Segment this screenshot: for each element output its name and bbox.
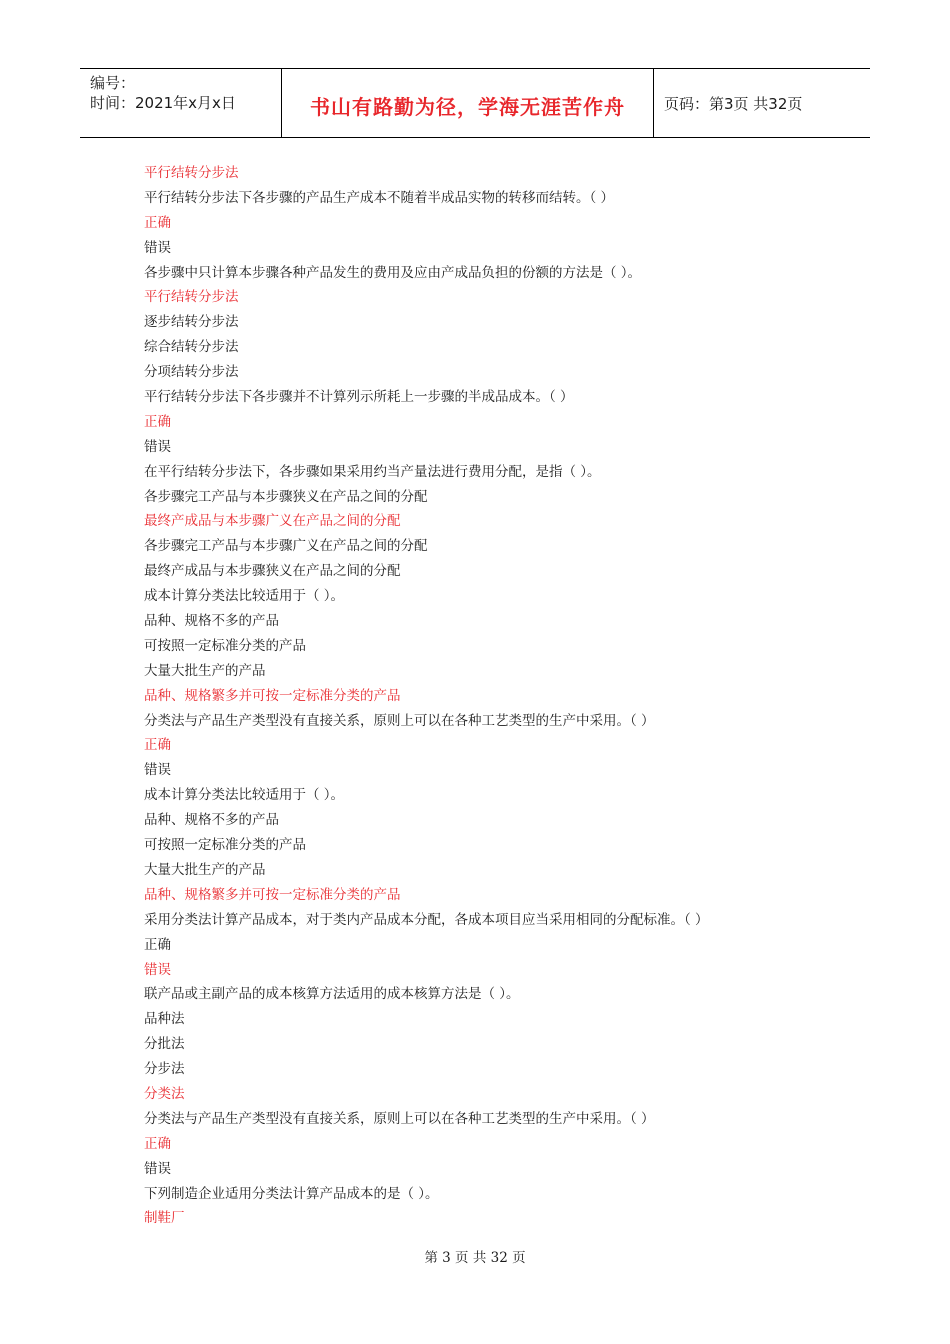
question-line: 品种、规格不多的产品 xyxy=(144,812,279,829)
footer-page-number: 第 3 页 共 32 页 xyxy=(424,1250,526,1266)
question-list xyxy=(144,161,844,1231)
question-line: 分项结转分步法 xyxy=(144,364,239,381)
question-line: 大量大批生产的产品 xyxy=(144,861,266,878)
answer-line: 分类法 xyxy=(144,1085,185,1102)
question-line: 各步骤中只计算本步骤各种产品发生的费用及应由产成品负担的份额的方法是（ ）。 xyxy=(144,264,642,281)
question-line: 错误 xyxy=(144,239,171,256)
question-line: 平行结转分步法下各步骤的产品生产成本不随着半成品实物的转移而结转。（ ） xyxy=(144,189,615,206)
answer-line: 制鞋厂 xyxy=(144,1210,185,1227)
question-line: 错误 xyxy=(144,1160,171,1177)
question-line: 分批法 xyxy=(144,1036,185,1053)
question-line: 错误 xyxy=(144,438,171,455)
question-line: 各步骤完工产品与本步骤狭义在产品之间的分配 xyxy=(144,488,428,505)
question-line: 采用分类法计算产品成本，对于类内产品成本分配，各成本项目应当采用相同的分配标准。（ ） xyxy=(144,911,709,928)
question-line: 平行结转分步法下各步骤并不计算列示所耗上一步骤的半成品成本。（ ） xyxy=(144,389,574,406)
page-info: 页码：第3页 共32页 xyxy=(664,94,803,113)
answer-line: 正确 xyxy=(144,737,171,754)
header-motto-cell xyxy=(282,69,654,137)
question-line: 可按照一定标准分类的产品 xyxy=(144,837,306,854)
question-line: 成本计算分类法比较适用于（ ）。 xyxy=(144,588,345,605)
question-line: 联产品或主副产品的成本核算方法适用的成本核算方法是（ ）。 xyxy=(144,986,520,1003)
header-page-cell xyxy=(654,69,870,137)
answer-line: 最终产成品与本步骤广义在产品之间的分配 xyxy=(144,513,401,530)
answer-line: 正确 xyxy=(144,1135,171,1152)
question-line: 正确 xyxy=(144,936,171,953)
answer-line: 正确 xyxy=(144,214,171,231)
question-line: 分类法与产品生产类型没有直接关系，原则上可以在各种工艺类型的生产中采用。（ ） xyxy=(144,1110,655,1127)
answer-line: 正确 xyxy=(144,413,171,430)
question-line: 大量大批生产的产品 xyxy=(144,662,266,679)
question-line: 逐步结转分步法 xyxy=(144,314,239,331)
question-line: 成本计算分类法比较适用于（ ）。 xyxy=(144,787,345,804)
question-line: 在平行结转分步法下，各步骤如果采用约当产量法进行费用分配，是指（ ）。 xyxy=(144,463,601,480)
question-line: 可按照一定标准分类的产品 xyxy=(144,637,306,654)
page-footer xyxy=(0,1246,950,1266)
answer-line: 错误 xyxy=(144,961,171,978)
answer-line: 平行结转分步法 xyxy=(144,289,239,306)
question-line: 品种、规格不多的产品 xyxy=(144,613,279,630)
answer-line: 品种、规格繁多并可按一定标准分类的产品 xyxy=(144,886,401,903)
page-header xyxy=(80,68,870,138)
question-line: 错误 xyxy=(144,762,171,779)
question-line: 下列制造企业适用分类法计算产品成本的是（ ）。 xyxy=(144,1185,439,1202)
time-label: 时间：2021年x月x日 xyxy=(90,94,236,112)
header-meta xyxy=(80,69,282,137)
question-line: 分步法 xyxy=(144,1061,185,1078)
question-line: 最终产成品与本步骤狭义在产品之间的分配 xyxy=(144,563,401,580)
serial-label: 编号： xyxy=(90,74,136,92)
question-line: 分类法与产品生产类型没有直接关系，原则上可以在各种工艺类型的生产中采用。（ ） xyxy=(144,712,655,729)
answer-line: 品种、规格繁多并可按一定标准分类的产品 xyxy=(144,687,401,704)
question-line: 各步骤完工产品与本步骤广义在产品之间的分配 xyxy=(144,538,428,555)
motto: 书山有路勤为径，学海无涯苦作舟 xyxy=(310,94,625,119)
question-line: 综合结转分步法 xyxy=(144,339,239,356)
question-line: 品种法 xyxy=(144,1011,185,1028)
answer-line: 平行结转分步法 xyxy=(144,165,239,181)
